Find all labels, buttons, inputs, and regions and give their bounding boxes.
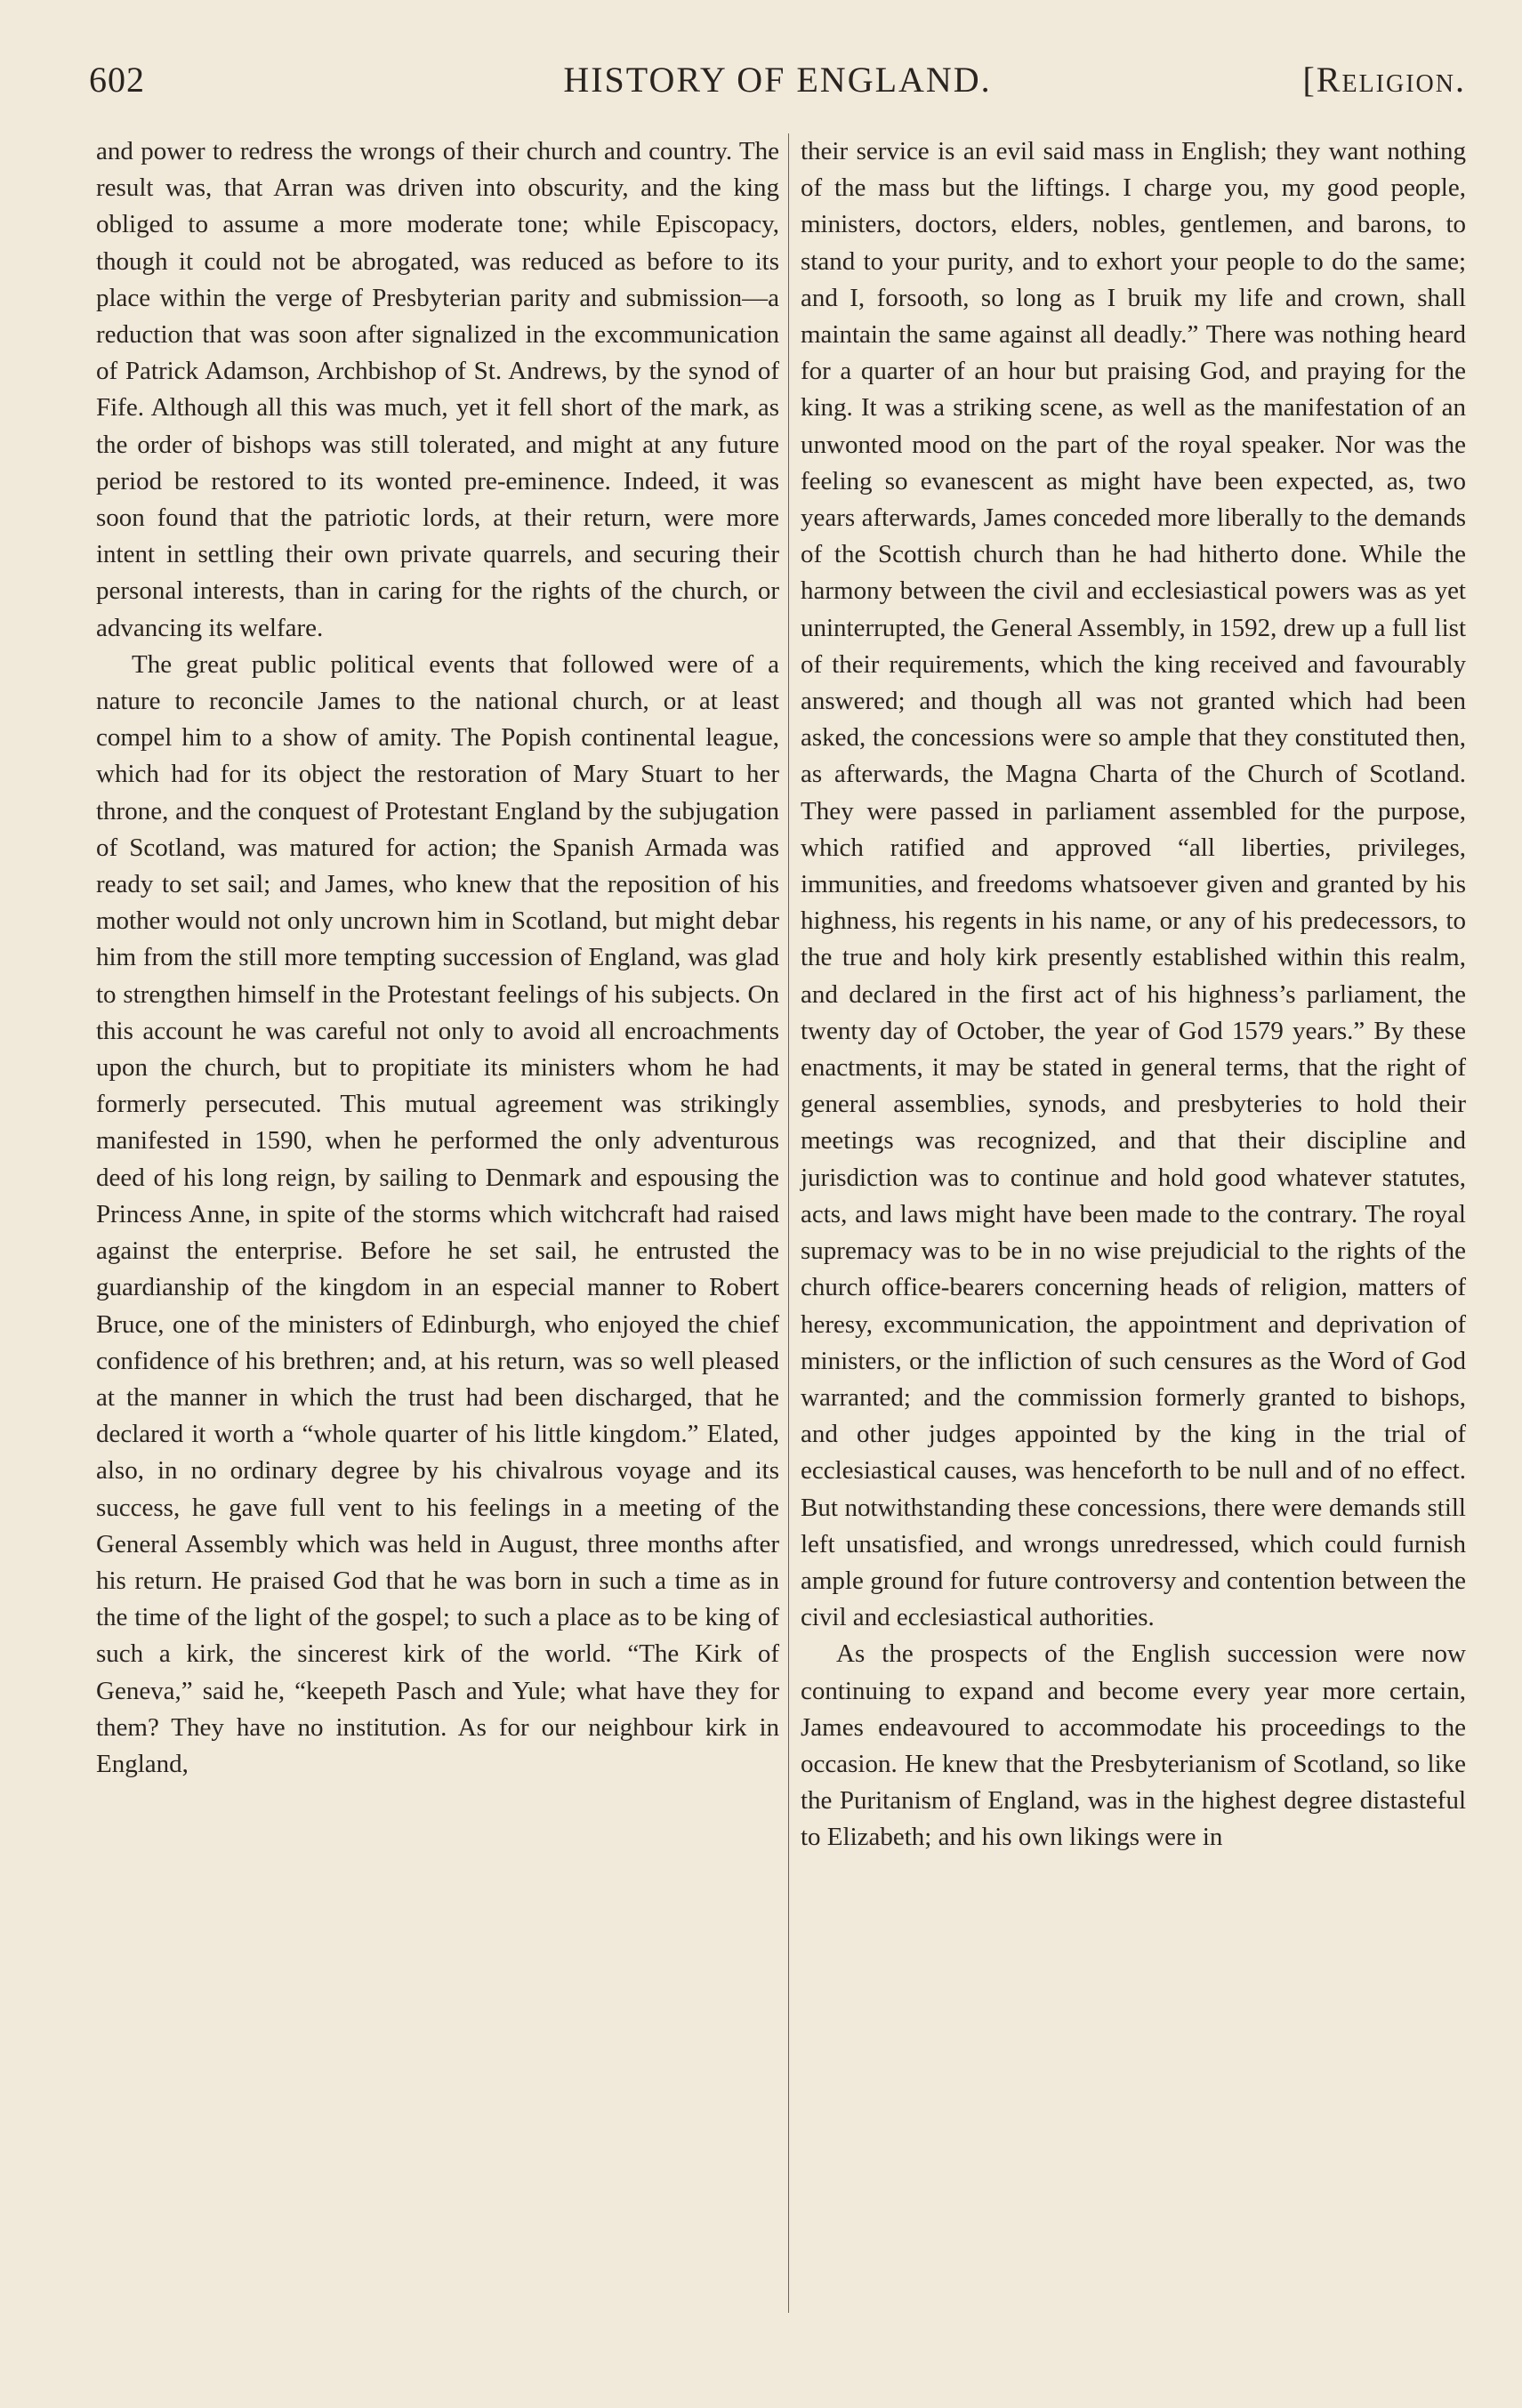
page-number: 602 xyxy=(89,60,145,100)
section-label: [Religion. xyxy=(1302,60,1466,100)
paragraph: The great public political events that followed were of a nature to reconcile James to the national church, or at least compel him to a show of amity. The Popish continental league, which had for its object the restoration of Mary Stuart to her throne, and the conquest of Protestant England by the subjugation of Scotland, was matured for action; the Spanish Armada was ready to set sail; and James, who knew that the reposition of his mother would not only uncrown him in Scotland, but might debar him from the still more tempting succession of England, was glad to strengthen himself in the Protestant feelings of his subjects. On this account he was careful not only to avoid all encroachments upon the church, but to propitiate its ministers whom he had formerly persecuted. This mutual agreement was strikingly manifested in 1590, when he performed the only adventurous deed of his long reign, by sailing to Denmark and espousing the Princess Anne, in spite of the storms which witchcraft had raised against the enterprise. Before he set sail, he entrusted the guardianship of the kingdom in an especial manner to Robert Bruce, one of the ministers of Edinburgh, who enjoyed the chief confidence of his brethren; and, at his return, was so well pleased at the manner in which the trust had been discharged, that he declared it worth a “whole quarter of his little kingdom.” Elated, also, in no ordinary degree by his chivalrous voyage and its success, he gave full vent to his feelings in a meeting of the General Assembly which was held in August, three months after his return. He praised God that he was born in such a time as in the time of the light of the gospel; to such a place as to be king of such a kirk, the sincerest kirk of the world. “The Kirk of Geneva,” said he, “keepeth Pasch and Yule; what have they for them? They have no institution. As for our neighbour kirk in England, xyxy=(96,649,779,1778)
paragraph: and power to redress the wrongs of their church and country. The result was, that Arran was driven into obscurity, and the king obliged to assume a more moderate tone; while Episcopacy, though it could not be abrogated, was reduced as before to its place within the verge of Presbyterian parity and submission—a reduction that was soon after signalized in the excommunication of Patrick Adamson, Archbishop of St. Andrews, by the synod of Fife. Although all this was much, yet it fell short of the mark, as the order of bishops was still tolerated, and might at any future period be restored to its wonted pre-eminence. Indeed, it was soon found that the patriotic lords, at their return, were more intent in settling their own private quarrels, and securing their personal interests, than in caring for the rights of the church, or advancing its welfare. xyxy=(96,137,779,642)
paragraph: As the prospects of the English succession were now continuing to expand and become every year more certain, James endeavoured to accommodate his proceedings to the occasion. He knew that the Presbyterianism of Scotland, so like the Puritanism of England, was in the highest degree distasteful to Elizabeth; and his own likings were in xyxy=(801,1639,1466,1852)
paragraph: their service is an evil said mass in English; they want nothing of the mass but the liftings. I charge you, my good people, ministers, doctors, elders, nobles, gentlemen, and barons, to stand to your purity, and to exhort your people to do the same; and I, forsooth, so long as I bruik my life and crown, shall maintain the same against all deadly.” There was nothing heard for a quarter of an hour but praising God, and praying for the king. It was a striking scene, as well as the manifestation of an unwonted mood on the part of the royal speaker. Nor was the feeling so evanescent as might have been expected, as, two years afterwards, James conceded more liberally to the demands of the Scottish church than he had hitherto done. While the harmony between the civil and ecclesiastical powers was as yet uninterrupted, the General Assembly, in 1592, drew up a full list of their requirements, which the king received and favourably answered; and though all was not granted which had been asked, the concessions were so ample that they constituted then, as afterwards, the Magna Charta of the Church of Scotland. They were passed in parliament assembled for the purpose, which ratified and approved “all liberties, privileges, immunities, and freedoms whatsoever given and granted by his highness, his regents in his name, or any of his predecessors, to the true and holy kirk presently established within this realm, and declared in the first act of his highness’s parliament, the twenty day of October, the year of God 1579 years.” By these enactments, it may be stated in general terms, that the right of general assemblies, synods, and presbyteries to hold their meetings was recognized, and that their discipline and jurisdiction was to continue and hold good whatever statutes, acts, and laws might have been made to the contrary. The royal supremacy was to be in no wise prejudicial to the rights of the church office-bearers concerning heads of religion, matters of heresy, excommunication, the appointment and deprivation of ministers, or the infliction of such censures as the Word of God warranted; and the commission formerly granted to bishops, and other judges appointed by the king in the trial of ecclesiastical causes, was henceforth to be null and of no effect. But notwithstanding these concessions, there were demands still left unsatisfied, and wrongs unredressed, which could furnish ample ground for future controversy and contention between the civil and ecclesiastical authorities. xyxy=(801,137,1466,1632)
running-title: HISTORY OF ENGLAND. xyxy=(563,60,992,100)
left-column xyxy=(96,133,779,1783)
right-column xyxy=(801,133,1466,1856)
running-head xyxy=(89,59,1466,112)
column-divider xyxy=(788,133,789,2313)
